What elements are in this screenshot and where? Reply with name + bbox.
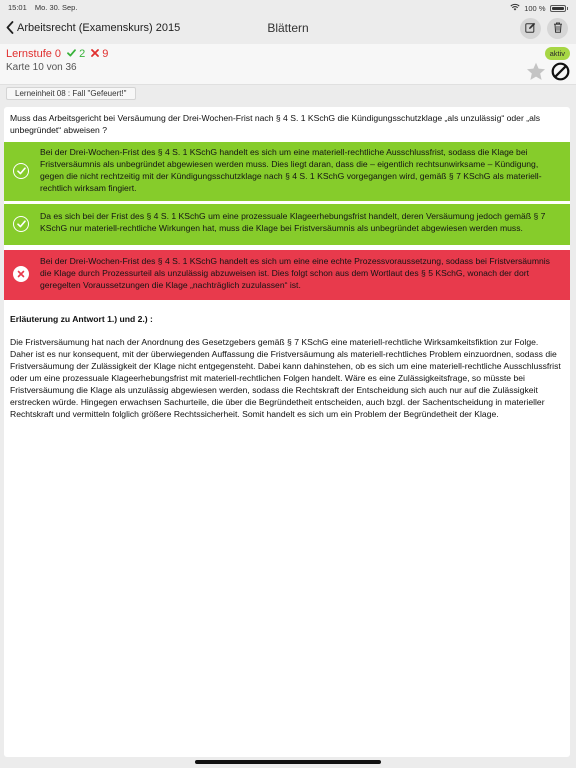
status-right (510, 3, 568, 13)
answer-option-2[interactable] (4, 204, 570, 245)
edit-button[interactable] (520, 18, 541, 39)
navigation-bar (0, 14, 576, 44)
question-text: Muss das Arbeitsgericht bei Versäumung der Drei-Wochen-Frist nach § 4 S. 1 KSchG die Kündigungsschutzklage „als unzulässig“ oder „als unbegründet“ abweisen ? (10, 113, 541, 135)
level-label: Lernstufe 0 (6, 48, 62, 60)
answer-text: Bei der Drei-Wochen-Frist des § 4 S. 1 KSchG handelt es sich um eine eine echte Prozessvoraussetzung, sodass bei Fristversäumnis die Klage durch Prozessurteil als unzulässig abzuweisen ist. Dies folgt schon aus dem Wortlaut des § 5 KSchG, wonach der dort geregelten Voraussetzungen die Klage „nachträglich zuzulassen“ ist. (40, 256, 550, 290)
status-bar (0, 0, 576, 14)
check-circle-icon (13, 163, 29, 179)
status-badge: aktiv (545, 47, 570, 60)
explanation-text: Die Fristversäumung hat nach der Anordnung des Gesetzgebers gemäß § 7 KSchG eine materiell-rechtliche Wirksamkeitsfiktion zur Folge. Daher ist es nur konsequent, mit der überwiegenden Auffassung die Fristversäumung als materiell-rechtliches Problem einzuordnen, sodass die Fristversäumung der Zulässigkeit der Klage nicht entgegensteht. Dabei kann dahinstehen, ob es sich um eine materiell-rechtliche Ausschlussfrist oder um eine prozessuale Klageerhebungsfrist mit materiell-rechtlichen Folgen handelt. Wäre es eine Zulässigkeitsfrage, so müsste bei Fristversäumung die Klage als unzulässig abgewiesen werden, sodass die Rechtskraft der Entscheidung sich auch nur auf die Zulässigkeit erstrecken würde. Hingegen erwachsen Sachurteile, die über die Begründetheit entscheiden, auch bzgl. der Sachentscheidung in materieller Rechtskraft und vermitteln folglich größere Rechtssicherheit. Somit handelt es sich um ein Problem der Begründetheit der Klage. (10, 337, 561, 419)
card-counter: Karte 10 von 36 (6, 62, 77, 73)
card-content (4, 107, 570, 757)
answer-option-3[interactable] (4, 250, 570, 300)
cross-icon (91, 48, 102, 60)
correct-count-group (67, 48, 85, 60)
delete-button[interactable] (547, 18, 568, 39)
block-icon[interactable] (551, 62, 570, 86)
level-row (6, 48, 108, 60)
answer-option-1[interactable] (4, 142, 570, 201)
check-icon (67, 48, 79, 60)
status-date: Mo. 30. Sep. (34, 3, 78, 12)
home-indicator[interactable] (195, 760, 381, 764)
card-info-bar (0, 44, 576, 85)
battery-icon (550, 5, 566, 12)
nav-actions (520, 18, 568, 39)
wrong-count-group (91, 48, 108, 60)
trash-icon (553, 20, 563, 38)
battery-tip (567, 7, 569, 10)
cross-circle-icon (13, 266, 29, 282)
wrong-count: 9 (102, 48, 109, 60)
edit-icon (525, 20, 536, 38)
star-icon[interactable] (526, 62, 546, 86)
page-title: Blättern (267, 21, 309, 35)
status-time: 15:01 (8, 3, 27, 12)
back-label: Arbeitsrecht (Examenskurs) 2015 (17, 22, 181, 34)
answer-text: Bei der Drei-Wochen-Frist des § 4 S. 1 KSchG handelt es sich um eine materiell-rechtliche Ausschlussfrist, sodass die Klage bei Fristversäumnis als unbegründet abgewiesen werden muss. Dies liegt daran, dass die – eigentlich rechtsunwirksame – Kündigung, gegen die nicht rechtzeitig mit der Kündigungsschutzklage nach § 4 S. 1 KSchG vorgegangen wird, gemäß § 7 KSchG als materiell-rechtlich wirksam fingiert. (40, 147, 542, 193)
battery-percent: 100 % (524, 3, 546, 13)
lesson-tag: Lerneinheit 08 : Fall "Gefeuert!" (6, 87, 136, 100)
check-circle-icon (13, 216, 29, 232)
answer-text: Da es sich bei der Frist des § 4 S. 1 KSchG um eine prozessuale Klageerhebungsfrist handelt, deren Versäumung jedoch gemäß § 7 KSchG nur materiell-rechtliche Wirkungen hat, muss die Klage bei Fristversäumnis als unbegründet abgewiesen werden muss. (40, 211, 546, 233)
explanation-title: Erläuterung zu Antwort 1.) und 2.) : (10, 314, 153, 324)
correct-count: 2 (79, 48, 86, 60)
wifi-icon (510, 3, 520, 13)
status-left (8, 3, 83, 12)
